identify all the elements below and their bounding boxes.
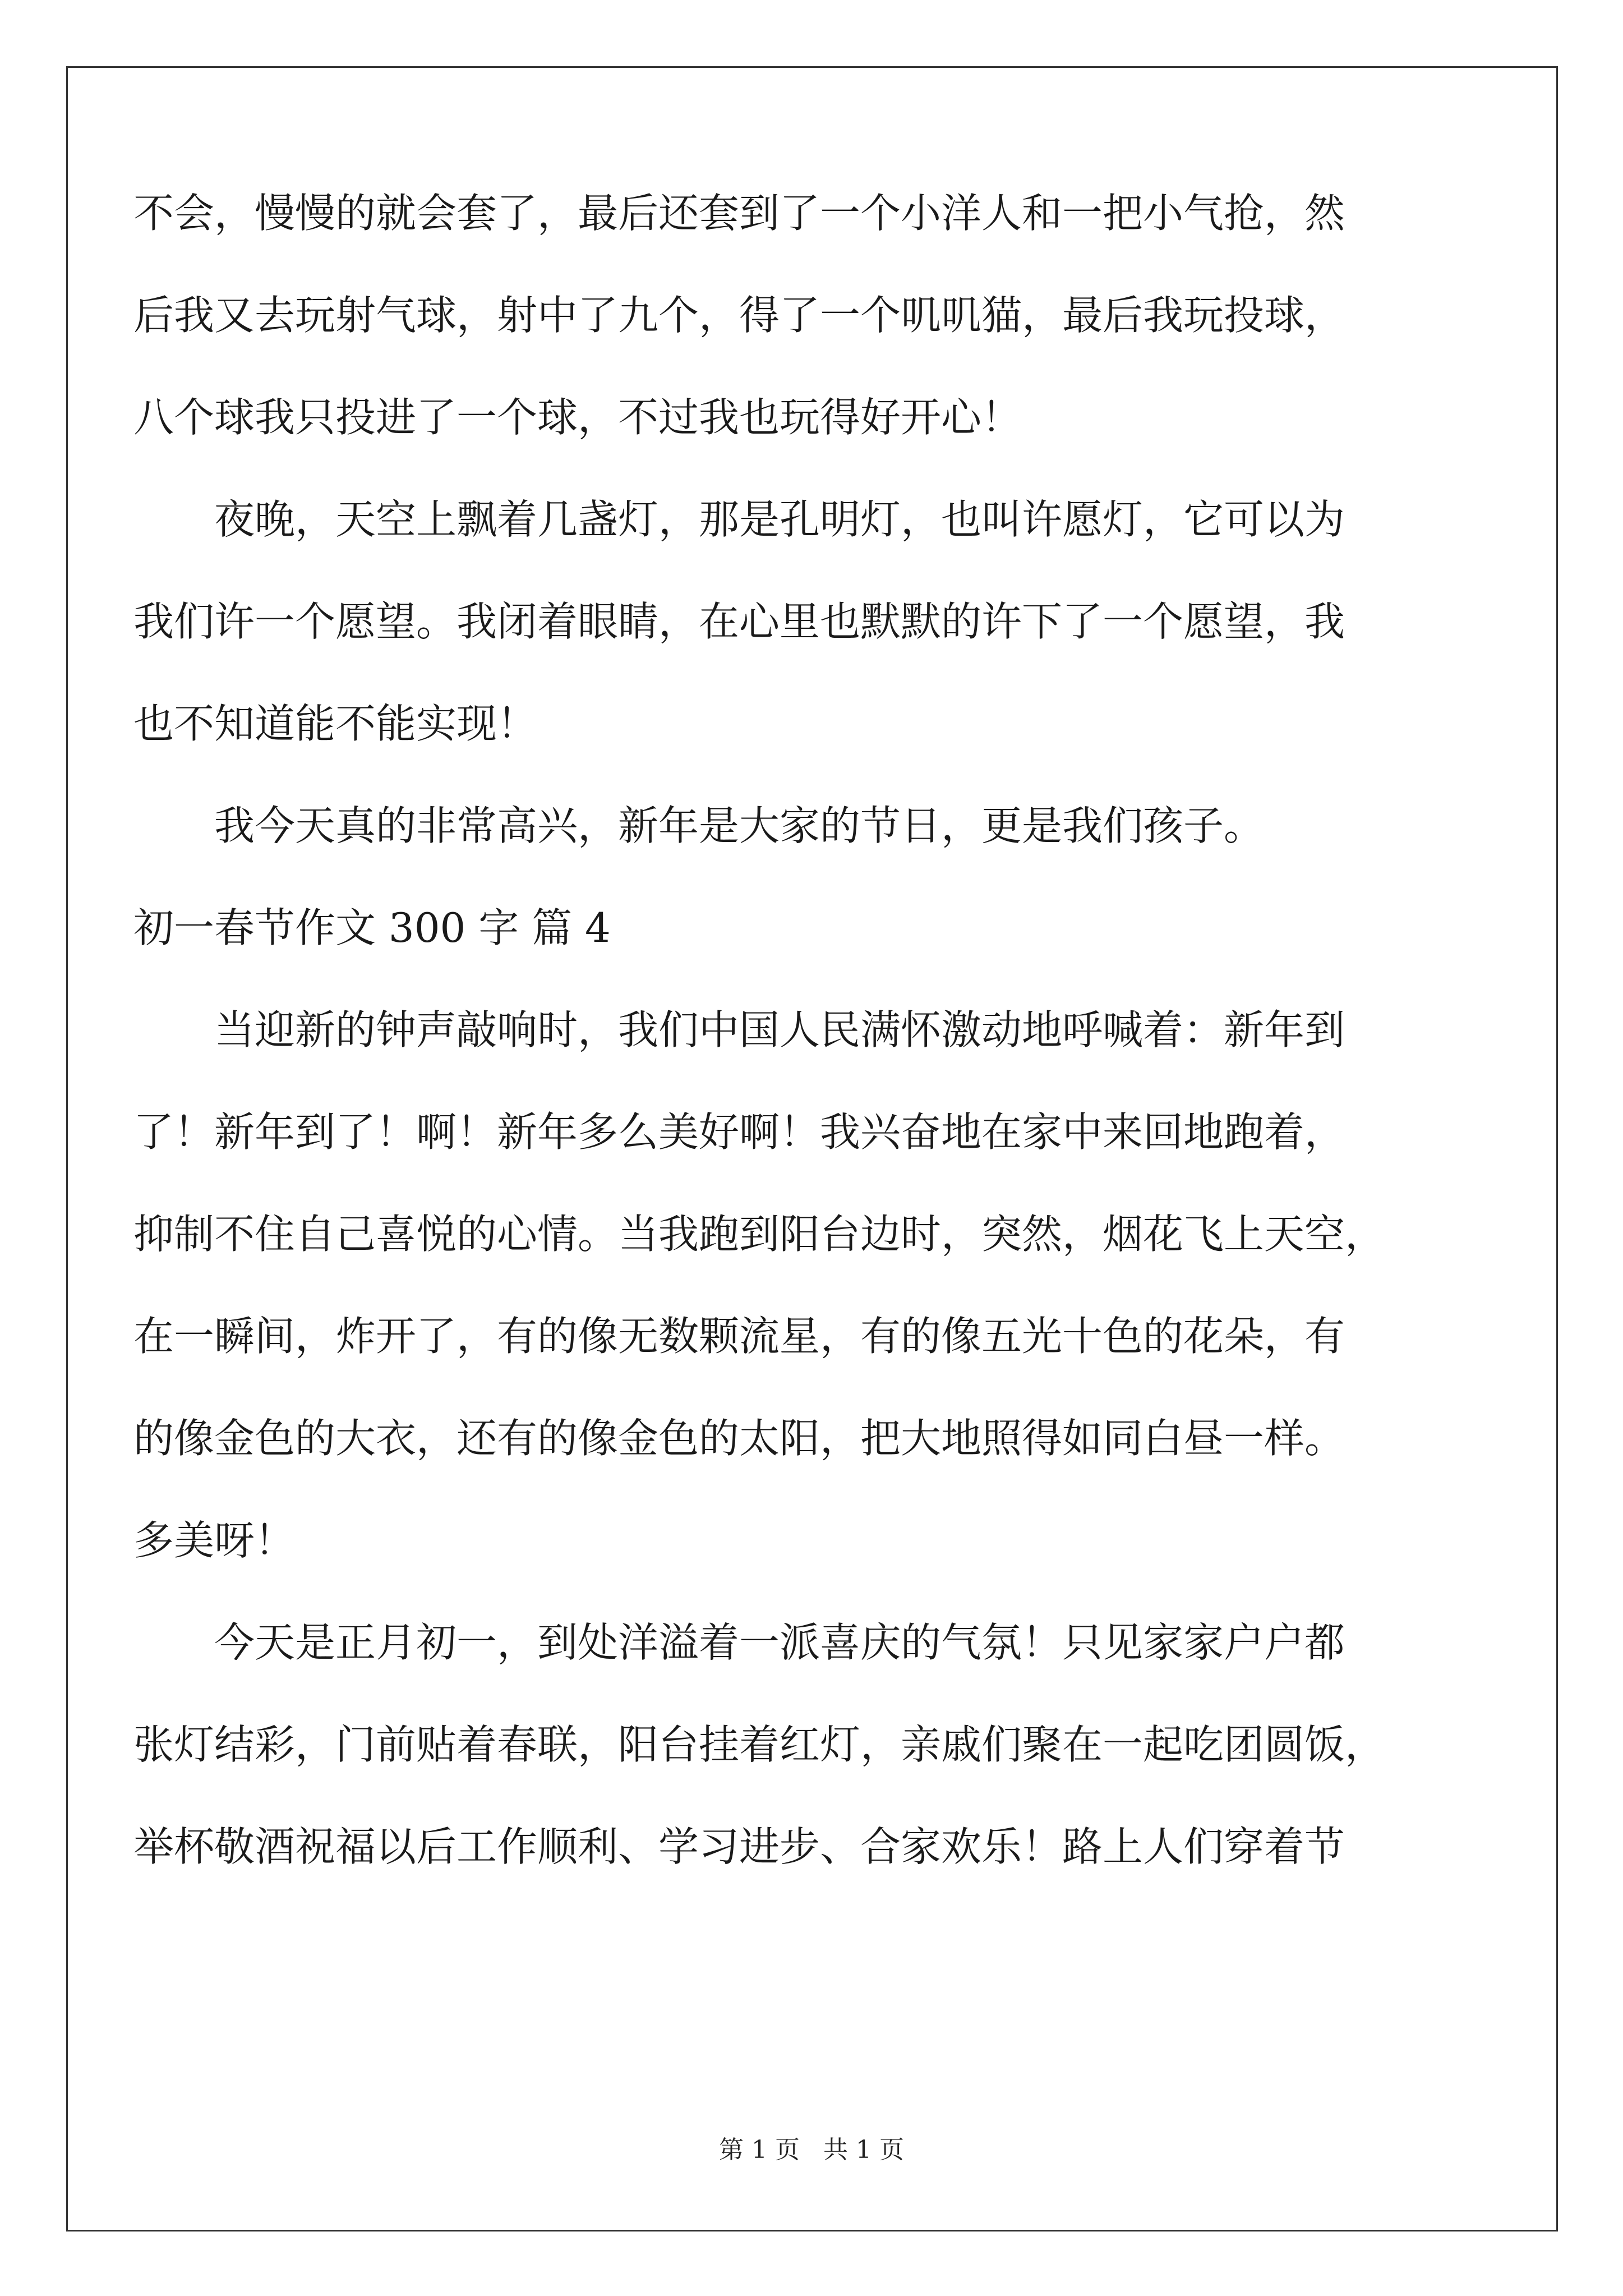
text-line: 不会，慢慢的就会套了，最后还套到了一个小洋人和一把小气抢，然 [133, 190, 1345, 237]
text-line: 的像金色的大衣，还有的像金色的太阳，把大地照得如同白昼一样。 [133, 1415, 1345, 1462]
text-line: 举杯敬酒祝福以后工作顺利、学习进步、合家欢乐！路上人们穿着节 [133, 1823, 1345, 1870]
text-line: 张灯结彩，门前贴着春联，阳台挂着红灯，亲戚们聚在一起吃团圆饭， [133, 1721, 1386, 1768]
page-number: 第 1 页 [719, 2136, 800, 2164]
paragraph-start: 我今天真的非常高兴，新年是大家的节日，更是我们孩子。 [214, 802, 1265, 849]
page-footer [0, 2136, 1623, 2164]
paragraph-start: 今天是正月初一，到处洋溢着一派喜庆的气氛！只见家家户户都 [214, 1619, 1345, 1666]
page-total: 共 1 页 [823, 2136, 904, 2164]
text-line: 抑制不住自己喜悦的心情。当我跑到阳台边时，突然，烟花飞上天空， [133, 1211, 1386, 1258]
paragraph-start: 夜晚，天空上飘着几盏灯，那是孔明灯，也叫许愿灯，它可以为 [214, 496, 1345, 543]
text-line: 八个球我只投进了一个球，不过我也玩得好开心！ [133, 394, 1022, 441]
text-line: 我们许一个愿望。我闭着眼睛，在心里也默默的许下了一个愿望，我 [133, 598, 1345, 645]
text-line: 在一瞬间，炸开了，有的像无数颗流星，有的像五光十色的花朵，有 [133, 1313, 1345, 1360]
text-line: 多美呀！ [133, 1517, 296, 1564]
section-heading: 初一春节作文 300 字 篇 4 [133, 904, 611, 951]
text-line: 也不知道能不能实现！ [133, 700, 538, 747]
text-line: 了！新年到了！啊！新年多么美好啊！我兴奋地在家中来回地跑着， [133, 1108, 1345, 1156]
text-line: 后我又去玩射气球，射中了九个，得了一个叽叽猫，最后我玩投球， [133, 292, 1345, 339]
paragraph-start: 当迎新的钟声敲响时，我们中国人民满怀激动地呼喊着：新年到 [214, 1006, 1345, 1053]
